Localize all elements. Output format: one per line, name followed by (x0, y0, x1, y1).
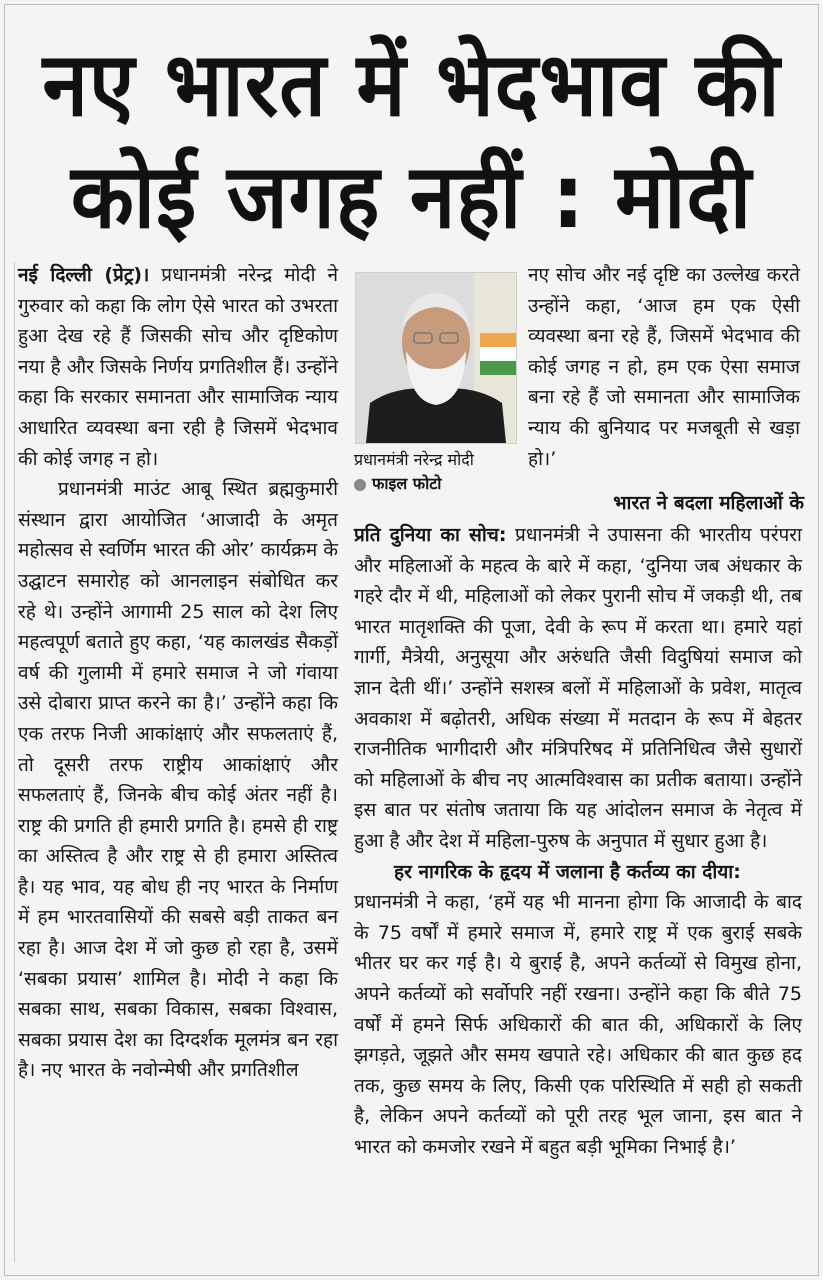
photo-caption (354, 448, 524, 496)
article-paragraph (354, 857, 802, 888)
caption-text: प्रधानमंत्री नरेन्द्र मोदी (354, 450, 474, 469)
headline-line-2: कोई जगह नहीं : मोदी (70, 146, 753, 249)
modi-photo (355, 272, 517, 444)
article-paragraph (354, 520, 802, 857)
article-column-1 (18, 260, 338, 1086)
column-rule (14, 262, 15, 1262)
section-subhead: हर नागरिक के हृदय में जलाना है कर्तव्य का दीया: (394, 860, 741, 883)
section-subhead-part-1: भारत ने बदला महिलाओं के (613, 492, 804, 514)
bullet-icon (354, 479, 366, 491)
headline-line-1: नए भारत में भेदभाव की (42, 34, 781, 137)
article-wide-block (354, 520, 802, 1162)
article-column-2 (528, 260, 800, 474)
article-paragraph: प्रधानमंत्री ने कहा, ‘हमें यह भी मानना होगा कि आजादी के बाद के 75 वर्षों में हमारे समाज में, हमारे राष्ट्र में एक बुराई सबके भीतर घर कर गई है। ये बुराई है, अपने कर्तव्यों से विमुख होना, अपने कर्तव्यों को सर्वोपरि नहीं रखना। उन्होंने कहा कि बीते 75 वर्षों में हमने सिर्फ अधिकारों की बात की, अधिकारों के लिए झगड़ते, जूझते और समय खपाते रहे। अधिकार की बात कुछ हद तक, कुछ समय के लिए, किसी एक परिस्थिति में सही हो सकती है, लेकिन अपने कर्तव्यों को पूरी तरह भूल जाना, इस बात ने भारत को कमजोर रखने में बहुत बड़ी भूमिका निभाई है।’ (354, 891, 802, 1158)
article-paragraph: नए सोच और नई दृष्टि का उल्लेख करते उन्होंने कहा, ‘आज हम एक ऐसी व्यवस्था बना रहे हैं, जिसमें भेदभाव की कोई जगह न हो, हम एक ऐसा समाज बना रहे हैं जो समानता और सामाजिक न्याय की बुनियाद पर मजबूती से खड़ा हो।’ (528, 264, 800, 470)
article-paragraph: प्रधानमंत्री माउंट आबू स्थित ब्रह्मकुमारी संस्थान द्वारा आयोजित ‘आजादी के अमृत महोत्सव से स्वर्णिम भारत की ओर’ कार्यक्रम के उद्घाटन समारोह को आनलाइन संबोधित कर रहे थे। उन्होंने आगामी 25 साल को देश लिए महत्वपूर्ण बताते हुए कहा, ‘यह कालखंड सैकड़ों वर्ष की गुलामी में हमारे समाज ने जो गंवाया उसे दोबारा प्राप्त करने का है।’ उन्होंने कहा कि एक तरफ निजी आकांक्षाएं और सफलताएं हैं, तो दूसरी तरफ राष्ट्रीय आकांक्षाएं और सफलताएं हैं, जिनके बीच कोई अंतर नहीं है। राष्ट्र की प्रगति ही हमारी प्रगति है। हमसे ही राष्ट्र का अस्तित्व है और राष्ट्र से ही हमारा अस्तित्व है। यह भाव, यह बोध ही नए भारत के निर्माण में हम भारतवासियों की सबसे बड़ी ताकत बन रहा है। आज देश में जो कुछ हो रहा है, उसमें ‘सबका प्रयास’ शामिल है। मोदी ने कहा कि सबका साथ, सबका विकास, सबका विश्वास, सबका प्रयास देश का दिग्दर्शक मूलमंत्र बन रहा है। नए भारत के नवोन्मेषी और प्रगतिशील (18, 478, 338, 1082)
section-subhead-part-2: प्रति दुनिया का सोच: (354, 524, 507, 546)
article-paragraph (18, 260, 338, 474)
credit-text: फाइल फोटो (372, 474, 442, 493)
lead-text: प्रधानमंत्री नरेन्द्र मोदी ने गुरुवार को कहा कि लोग ऐसे भारत को उभरता हुआ देख रहे हैं जिसकी सोच और दृष्टिकोण नया है और जिसके निर्णय प्रगतिशील हैं। उन्होंने कहा कि सरकार समानता और सामाजिक न्याय आधारित व्यवस्था बना रही है जिसमें भेदभाव की कोई जगह न हो। (18, 264, 338, 470)
photo-credit (354, 472, 524, 496)
section-body: प्रधानमंत्री ने उपासना की भारतीय परंपरा और महिलाओं के महत्व के बारे में कहा, ‘दुनिया जब अंधकार के गहरे दौर में थी, महिलाओं को लेकर पुरानी सोच में जकड़ी थी, तब भारत मातृशक्ति की पूजा, देवी के रूप में करता था। हमारे यहां गार्गी, मैत्रेयी, अनुसूया और अरुंधति जैसी विदुषियां समाज को ज्ञान देती थीं।’ उन्होंने सशस्त्र बलों में महिलाओं के प्रवेश, मातृत्व अवकाश में बढ़ोतरी, अधिक संख्या में मतदान के रूप में बेहतर राजनीतिक भागीदारी और मंत्रिपरिषद में प्रतिनिधित्व जैसे सुधारों को महिलाओं के बीच नए आत्मविश्वास का प्रतीक बताया। उन्होंने इस बात पर संतोष जताया कि यह आंदोलन समाज के नेतृत्व में हुआ है और देश में महिला-पुरुष के अनुपात में सुधार हुआ है। (354, 524, 802, 852)
portrait-image (356, 273, 516, 443)
dateline: नई दिल्ली (प्रेट्र)। (18, 264, 150, 286)
